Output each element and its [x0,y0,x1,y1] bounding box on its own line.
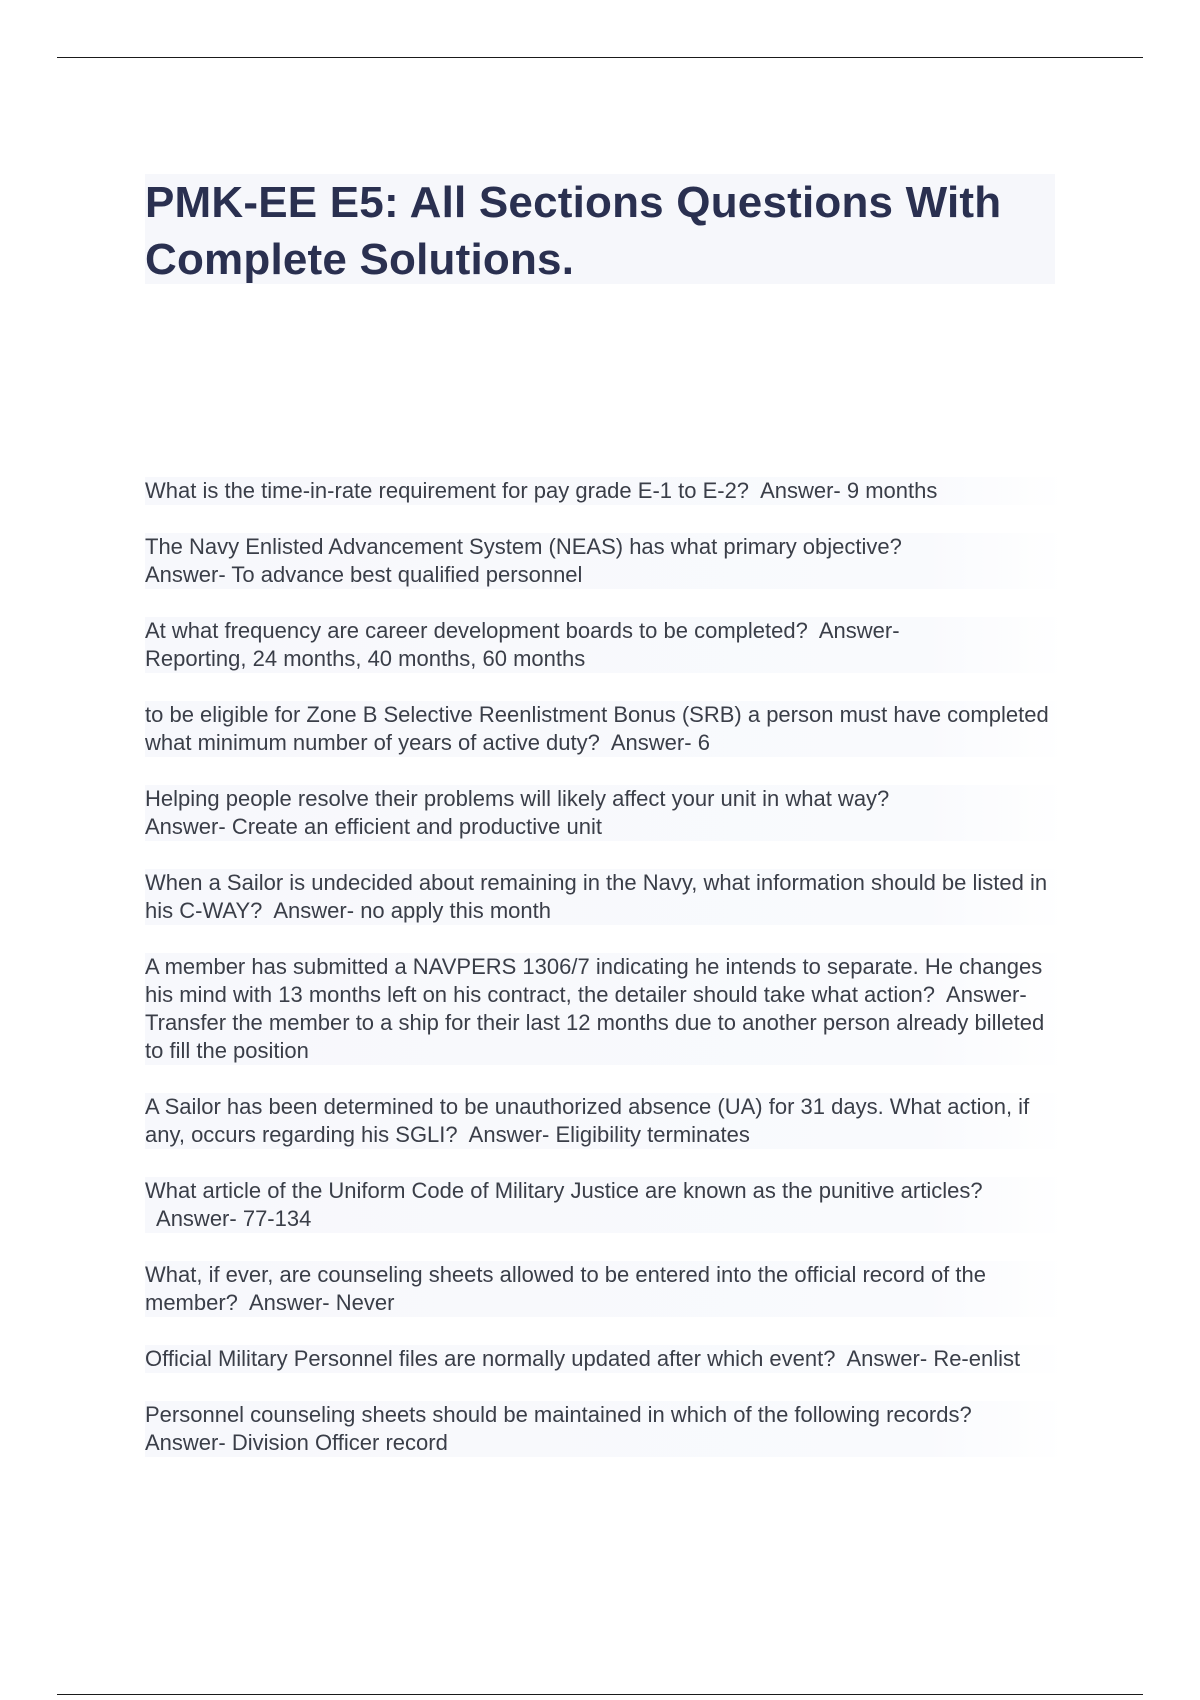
answer-prefix: Answer- [946,982,1027,1007]
question-text: What is the time-in-rate requirement for pay grade E-1 to E-2? [145,478,750,503]
qa-item [145,1345,1065,1373]
answer-text: no apply this month [360,898,551,923]
question-text: to be eligible for Zone B Selective Reenlistment Bonus (SRB) a person must have completed what minimum number of years of active duty? [145,702,1049,755]
question-text: What article of the Uniform Code of Military Justice are known as the punitive articles? [145,1178,983,1203]
answer-prefix: Answer- [248,1290,330,1315]
answer-prefix: Answer- [610,730,692,755]
qa-item [145,1261,1065,1317]
question-text: A Sailor has been determined to be unauthorized absence (UA) for 31 days. What action, if any, occurs regarding his SGLI? [145,1094,1030,1147]
qa-item [145,953,1065,1065]
answer-prefix: Answer- [145,562,226,587]
title-block [145,174,1055,284]
question-text: A member has submitted a NAVPERS 1306/7 indicating he intends to separate. He changes his mind with 13 months left on his contract, the detailer should take what action? [145,954,1043,1007]
qa-item [145,1401,1065,1457]
question-text: Personnel counseling sheets should be maintained in which of the following records? [145,1402,972,1427]
answer-text: 9 months [846,478,938,503]
answer-text: Transfer the member to a ship for their last 12 months due to another person already billeted to fill the position [145,1010,1045,1063]
question-text: At what frequency are career development boards to be completed? [145,618,808,643]
top-rule [57,57,1143,58]
qa-item [145,617,1065,673]
answer-text: Eligibility terminates [555,1122,750,1147]
qa-item [145,701,1065,757]
answer-text: Reporting, 24 months, 40 months, 60 months [145,646,586,671]
answer-prefix: Answer- [145,814,226,839]
qa-item [145,477,1065,505]
qa-item [145,1093,1065,1149]
answer-text: To advance best qualified personnel [231,562,583,587]
answer-text: Never [335,1290,395,1315]
answer-prefix: Answer- [468,1122,550,1147]
document-title: PMK-EE E5: All Sections Questions With Complete Solutions. [145,178,1002,284]
qa-item [145,1177,1065,1233]
question-text: The Navy Enlisted Advancement System (NEAS) has what primary objective? [145,534,902,559]
answer-prefix: Answer- [145,1430,226,1455]
answer-prefix: Answer- [818,618,900,643]
qa-item [145,785,1065,841]
answer-prefix: Answer- [846,1346,928,1371]
qa-item [145,533,1065,589]
bottom-rule [57,1694,1143,1695]
answer-text: Re-enlist [933,1346,1021,1371]
qa-list [145,477,1065,1485]
question-text: Helping people resolve their problems will likely affect your unit in what way? [145,786,890,811]
answer-text: 77-134 [242,1206,312,1231]
question-text: Official Military Personnel files are normally updated after which event? [145,1346,836,1371]
answer-prefix: Answer- [273,898,355,923]
answer-text: Create an efficient and productive unit [231,814,602,839]
question-text: What, if ever, are counseling sheets allowed to be entered into the official record of the member? [145,1262,986,1315]
question-text: When a Sailor is undecided about remaining in the Navy, what information should be listed in his C-WAY? [145,870,1048,923]
answer-text: 6 [697,730,710,755]
answer-prefix: Answer- [156,1206,237,1231]
answer-prefix: Answer- [760,478,841,503]
qa-item [145,869,1065,925]
answer-text: Division Officer record [231,1430,448,1455]
